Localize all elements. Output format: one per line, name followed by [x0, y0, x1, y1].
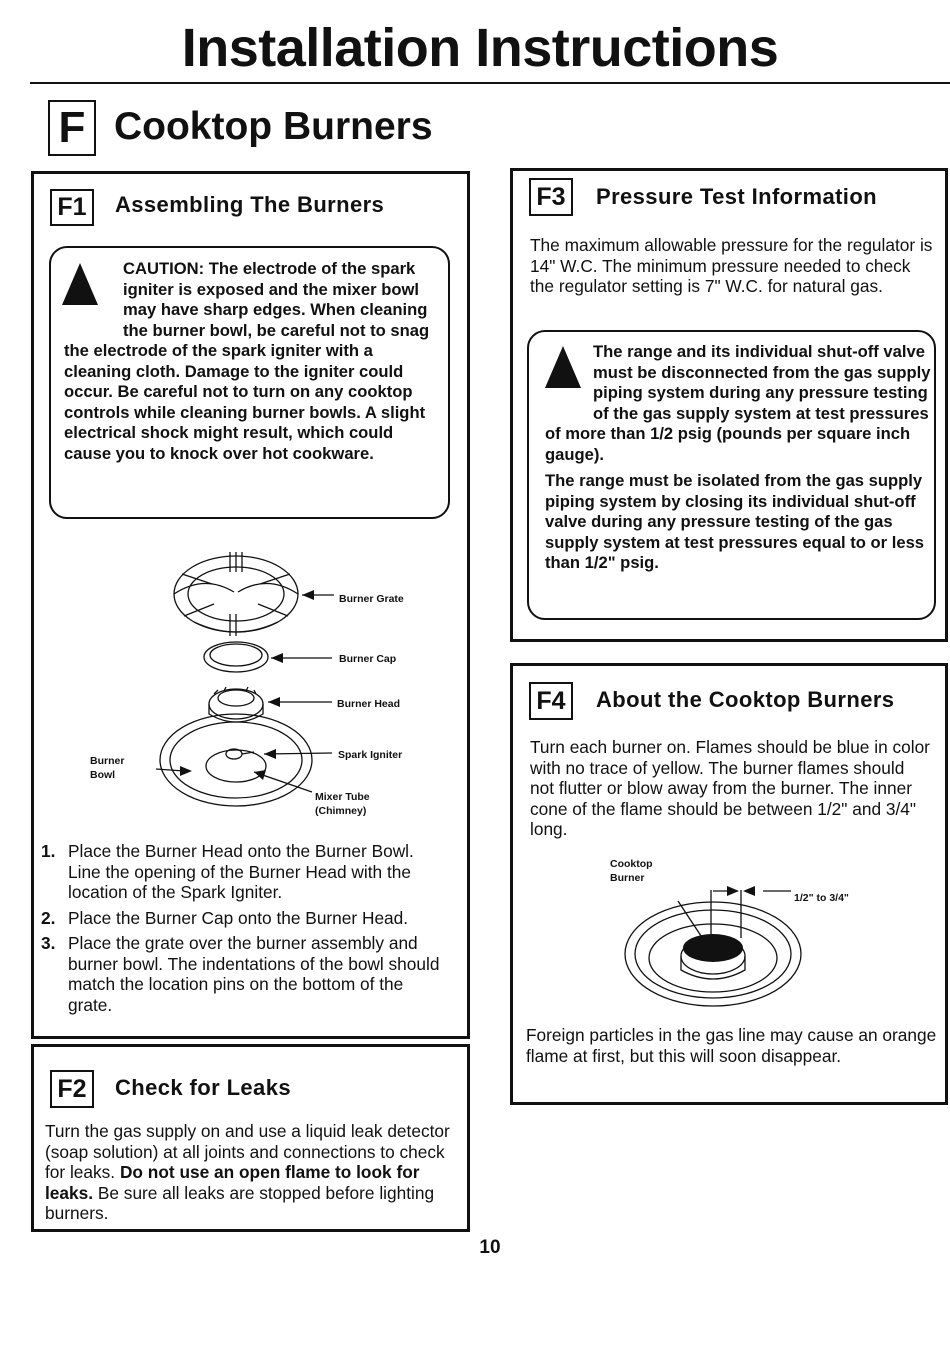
f4-text-2: Foreign particles in the gas line may cause an orange flame at first, but this will soon disappear. — [526, 1025, 937, 1066]
f3-panel — [510, 168, 948, 642]
section-letter: F — [48, 100, 96, 156]
f2-title: Check for Leaks — [115, 1075, 291, 1100]
f3-intro: The maximum allowable pressure for the regulator is 14" W.C. The minimum pressure needed to check the regulator setting is 7" W.C. for natural gas. — [530, 235, 933, 296]
label-burner-cap: Burner Cap — [339, 653, 397, 665]
f4-panel — [510, 663, 948, 1105]
label-burner-bowl-line1: Burner — [90, 755, 125, 767]
f4-title: About the Cooktop Burners — [596, 687, 895, 712]
label-cooktop-burner-line2: Burner — [610, 872, 645, 884]
f1-caution-text — [64, 259, 444, 464]
f3-warning-1: The range and its individual shut-off valve must be disconnected from the gas supply piping system during any pressure testing of the gas supply system at test pressures of more than 1/2 psig (pounds per square inch gauge). — [545, 342, 931, 464]
burner-grate-illustration — [174, 552, 298, 636]
f1-title: Assembling The Burners — [115, 192, 385, 217]
label-spark-igniter: Spark Igniter — [338, 749, 403, 761]
list-item: 2. Place the Burner Cap onto the Burner Head. — [41, 907, 409, 928]
f2-panel — [31, 1044, 470, 1232]
f1-code: F1 — [50, 189, 94, 226]
label-burner-bowl-line2: Bowl — [90, 769, 116, 781]
label-mixer-tube-line2: (Chimney) — [315, 805, 367, 817]
f3-warning-2: The range must be isolated from the gas supply piping system by closing its individual shut-off valve during any pressure testing of the gas supply system at test pressures equal to or less than 1/2" psig. — [545, 471, 925, 572]
page-title: Installation Instructions — [181, 18, 779, 78]
f3-title: Pressure Test Information — [596, 184, 877, 209]
page-number: 10 — [479, 1237, 501, 1258]
burner-cap-illustration — [204, 642, 268, 672]
f2-text: Turn the gas supply on and use a liquid leak detector (soap solution) at all joints and connections to check for leaks. Do not use an open flame to look for leaks. Be sure all leaks are stopped before lighting burners. — [45, 1121, 450, 1223]
f1-panel — [31, 171, 470, 1039]
list-item: 1. Place the Burner Head onto the Burner Bowl. Line the opening of the Burner Head with the location of the Spark Igniter. — [41, 841, 414, 902]
title-divider — [30, 82, 950, 84]
f3-code: F3 — [529, 178, 573, 216]
f2-warning-bold: Do not use an open flame to look for leaks. — [45, 1162, 420, 1203]
f1-caution-rest: When cleaning the burner bowl, be careful not to snag the electrode of the spark igniter with a cleaning cloth. Damage to the igniter could occur. Be careful not to turn on any cooktop controls while cleaning burner bowls. A slight electrical shock might result, which could cause you to knock over hot cookware. — [64, 300, 430, 463]
f3-warning-text — [545, 342, 931, 574]
flame-height-diagram — [613, 876, 913, 1016]
label-burner-grate: Burner Grate — [339, 593, 404, 605]
label-cooktop-burner-line1: Cooktop — [610, 858, 653, 870]
label-flame-range: 1/2" to 3/4" — [794, 892, 849, 904]
burner-head-illustration — [209, 687, 263, 722]
f3-warning-box — [527, 330, 936, 620]
burner-bowl-illustration — [160, 714, 312, 806]
f1-caution-box — [49, 246, 450, 519]
f2-code: F2 — [50, 1070, 94, 1108]
label-mixer-tube-line1: Mixer Tube — [315, 791, 370, 803]
label-burner-head: Burner Head — [337, 698, 401, 710]
burner-assembly-diagram — [84, 544, 464, 824]
f4-text-1: Turn each burner on. Flames should be blue in color with no trace of yellow. The burner flames should not flutter or blow away from the burner. The inner cone of the flame should be between 1/2" and 3/4" long. — [530, 737, 930, 839]
f1-steps — [41, 841, 451, 1020]
list-item: 3. Place the grate over the burner assembly and burner bowl. The indentations of the bowl should match the location pins on the bottom of the grate. — [41, 933, 440, 1015]
section-title: Cooktop Burners — [114, 105, 433, 148]
f4-code: F4 — [529, 682, 573, 720]
f1-caution-lead: CAUTION: The electrode of the spark igniter is exposed and the mixer bowl may have sharp edges. — [123, 259, 419, 319]
